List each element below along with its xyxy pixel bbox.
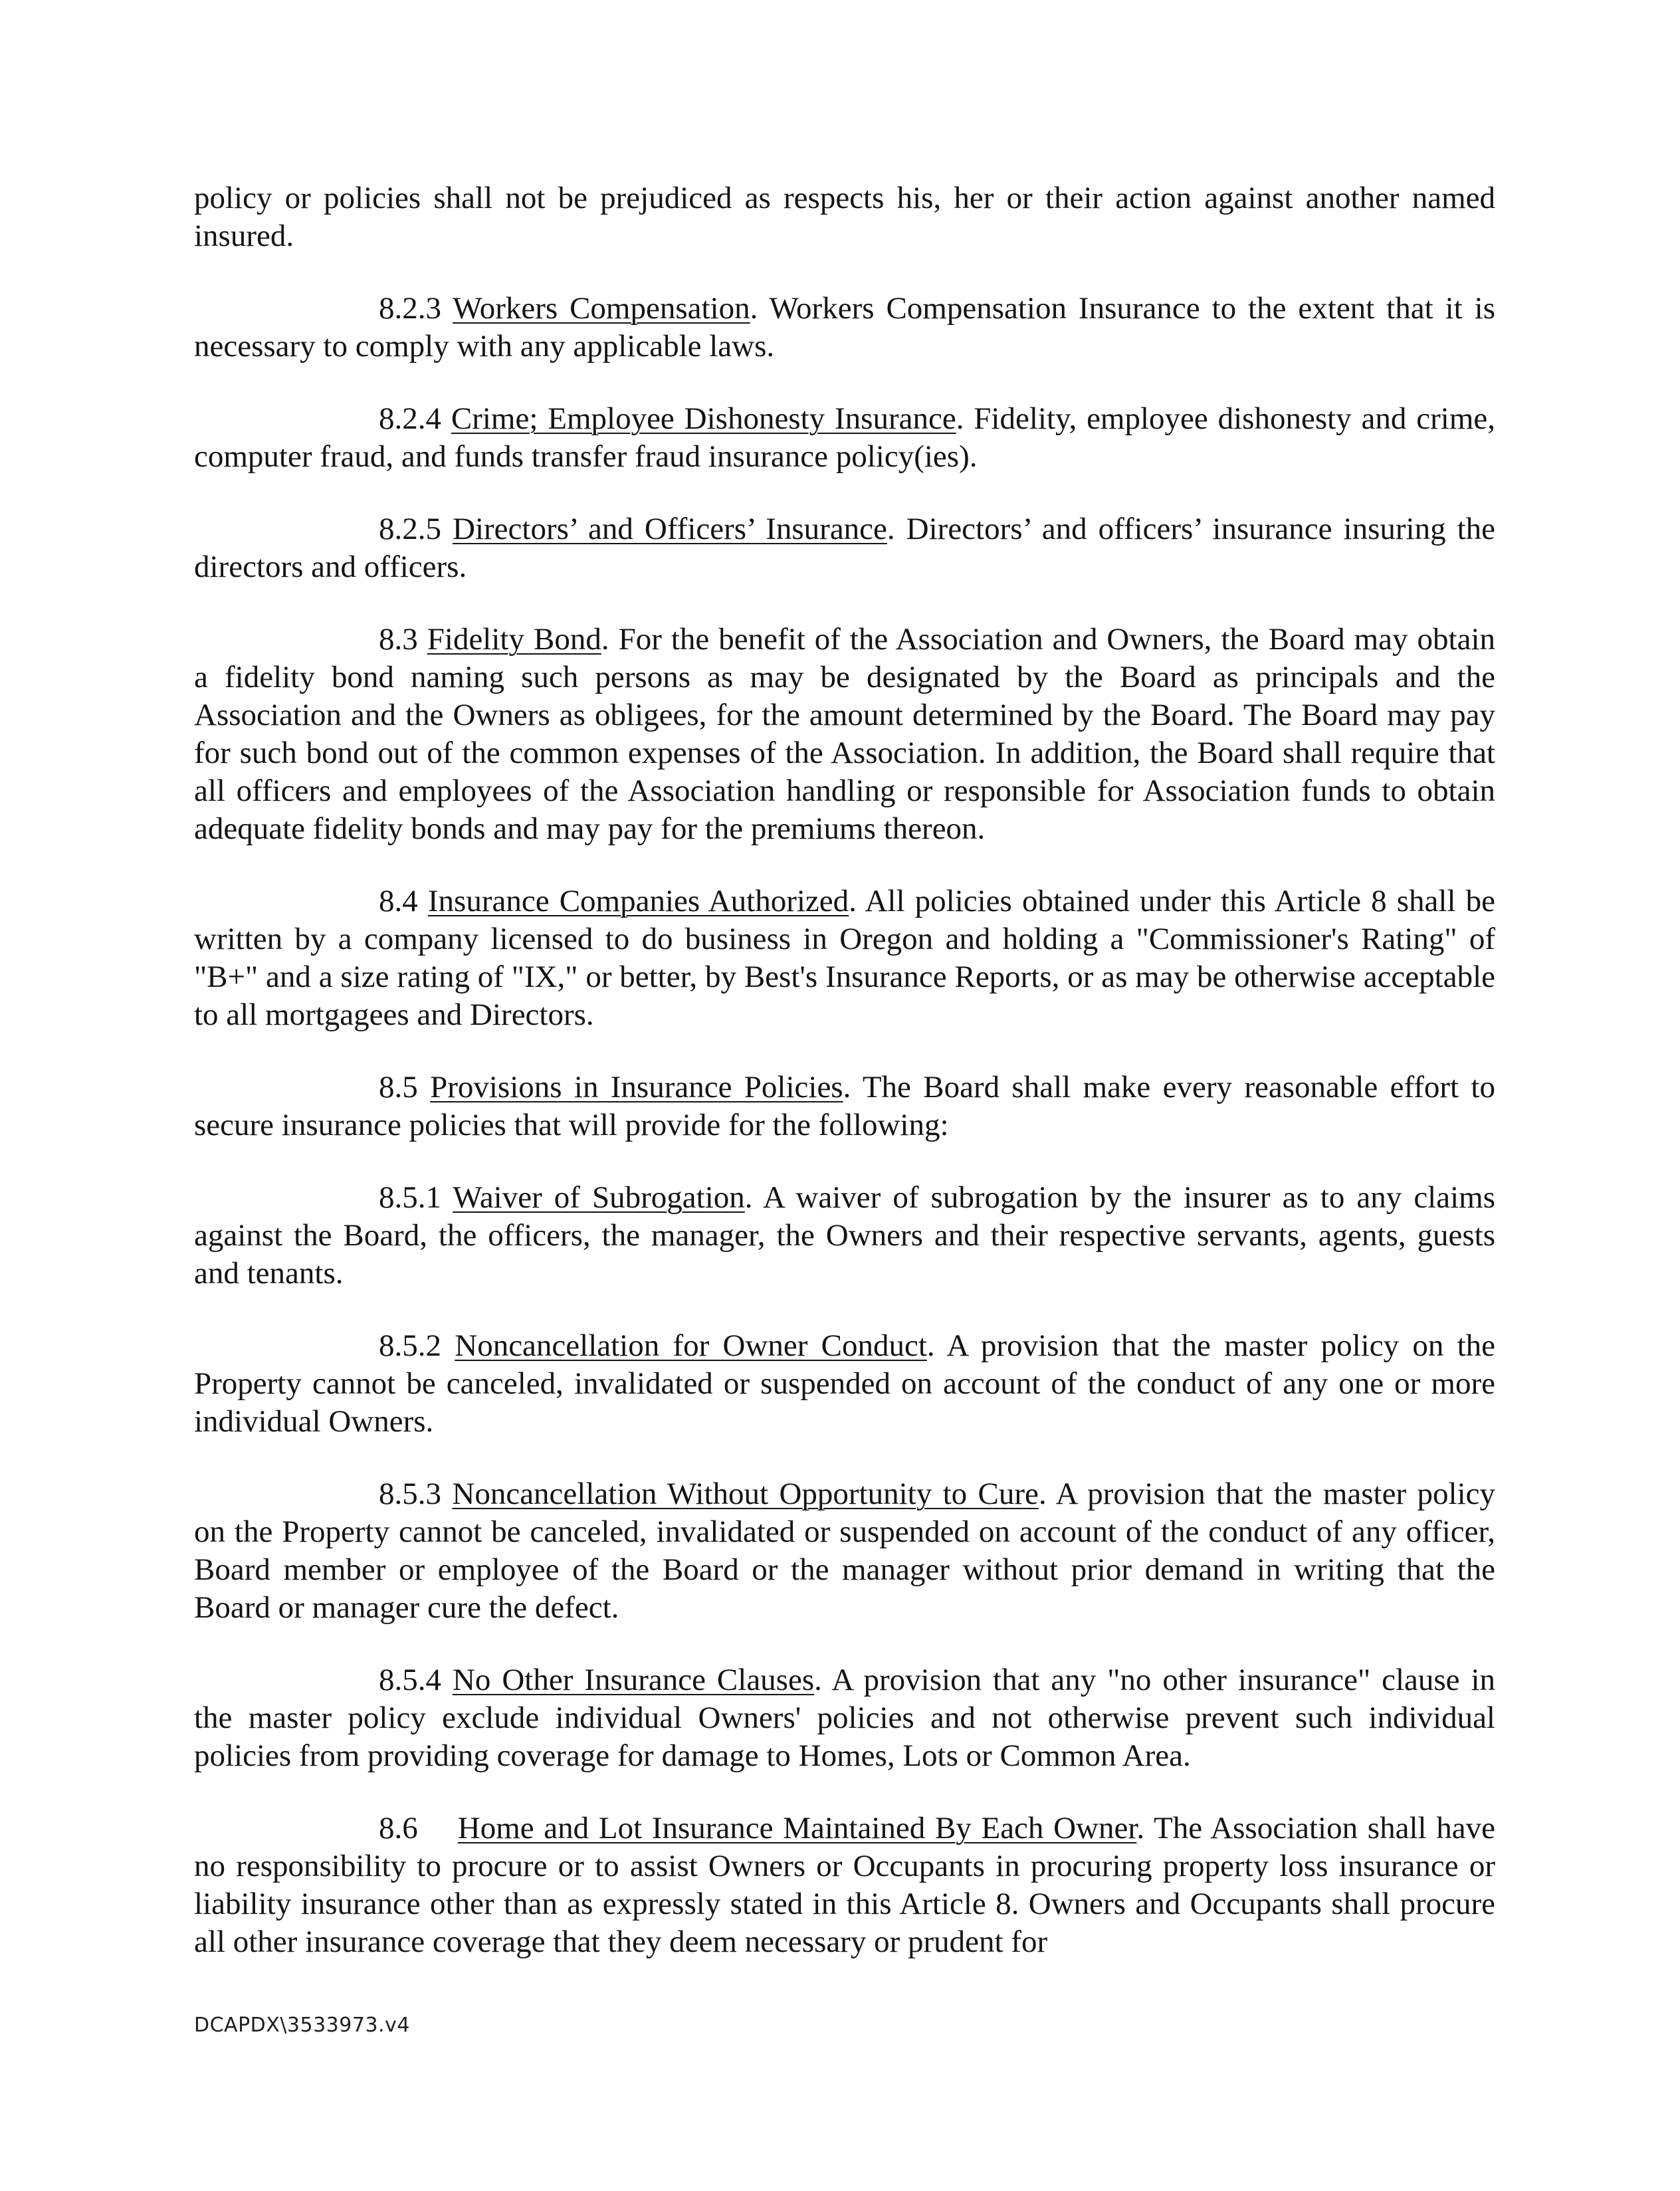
section-body: . A provision that the master policy on the Property cannot be canceled, invalidated or suspended on account of the conduct of any officer, Board member or employee of the Board or the manager without prior demand in writing that the Board or manager cure the defect. [194,1477,1495,1625]
section-8-2-5 [194,510,1495,586]
section-number: 8.2.3 [379,291,441,326]
section-body: . A provision that any "no other insurance" clause in the master policy exclude individual Owners' policies and not otherwise prevent such individual policies from providing coverage for damage to Homes, Lots or Common Area. [194,1663,1496,1773]
section-heading: Provisions in Insurance Policies [430,1070,843,1104]
section-heading: Waiver of Subrogation [453,1180,745,1215]
section-heading: Noncancellation for Owner Conduct [455,1328,927,1363]
section-8-5-1 [194,1179,1495,1293]
section-8-2-4 [194,400,1495,476]
section-number: 8.3 [379,622,418,657]
section-number: 8.5.4 [379,1663,441,1697]
document-page [194,179,1495,1996]
section-body: . For the benefit of the Association and Owners, the Board may obtain a fidelity bond naming such persons as may be designated by the Board as principals and the Association and the Owners as obligees, for the amount determined by the Board. The Board may pay for such bond out of the common expenses of the Association. In addition, the Board shall require that all officers and employees of the Association handling or responsible for Association funds to obtain adequate fidelity bonds and may pay for the premiums thereon. [194,622,1495,846]
section-8-5-4 [194,1661,1495,1775]
section-body: . Workers Compensation Insurance to the extent that it is necessary to comply with any applicable laws. [194,291,1495,364]
paragraph-body: policy or policies shall not be prejudiced as respects his, her or their action against another named insured. [194,181,1495,253]
section-heading: Directors’ and Officers’ Insurance [453,512,887,546]
section-number: 8.5.1 [379,1180,441,1215]
paragraph-continuation [194,179,1495,255]
section-number: 8.5.2 [379,1328,441,1363]
section-body: . All policies obtained under this Article 8 shall be written by a company licensed to do business in Oregon and holding a "Commissioner's Rating" of "B+" and a size rating of "IX," or better, by Best's Insurance Reports, or as may be otherwise acceptable to all mortgagees and Directors. [194,884,1496,1032]
section-number: 8.2.4 [379,401,441,436]
section-heading: Crime; Employee Dishonesty Insurance [451,401,956,436]
section-number: 8.6 [379,1811,418,1845]
section-8-5-2 [194,1327,1495,1441]
section-body: . Fidelity, employee dishonesty and crime, computer fraud, and funds transfer fraud insurance policy(ies). [194,401,1495,474]
section-heading: Workers Compensation [453,291,750,326]
section-8-6 [194,1810,1495,1961]
section-heading: Home and Lot Insurance Maintained By Each Owner [457,1811,1137,1845]
section-number: 8.5.3 [379,1477,441,1511]
section-heading: No Other Insurance Clauses [452,1663,815,1697]
section-body: . The Association shall have no responsibility to procure or to assist Owners or Occupants in procuring property loss insurance or liability insurance other than as expressly stated in this Article 8. Owners and Occupants shall procure all other insurance coverage that they deem necessary or prudent for [194,1811,1495,1959]
section-heading: Fidelity Bond [427,622,601,657]
section-8-5 [194,1069,1495,1144]
section-number: 8.5 [379,1070,418,1104]
section-heading: Noncancellation Without Opportunity to Cure [452,1477,1039,1511]
section-8-2-3 [194,290,1495,365]
section-number: 8.2.5 [379,512,441,546]
footer-doc-id: DCAPDX\3533973.v4 [194,2014,410,2037]
section-8-3 [194,621,1495,848]
section-body: . A provision that the master policy on the Property cannot be canceled, invalidated or suspended on account of the conduct of any one or more individual Owners. [194,1328,1495,1439]
section-body: . Directors’ and officers’ insurance insuring the directors and officers. [194,512,1496,584]
section-8-5-3 [194,1475,1495,1627]
section-number: 8.4 [379,884,418,918]
section-8-4 [194,883,1495,1034]
section-heading: Insurance Companies Authorized [427,884,849,918]
section-body: . The Board shall make every reasonable effort to secure insurance policies that will provide for the following: [194,1070,1495,1142]
section-body: . A waiver of subrogation by the insurer as to any claims against the Board, the officers, the manager, the Owners and their respective servants, agents, guests and tenants. [194,1180,1496,1291]
